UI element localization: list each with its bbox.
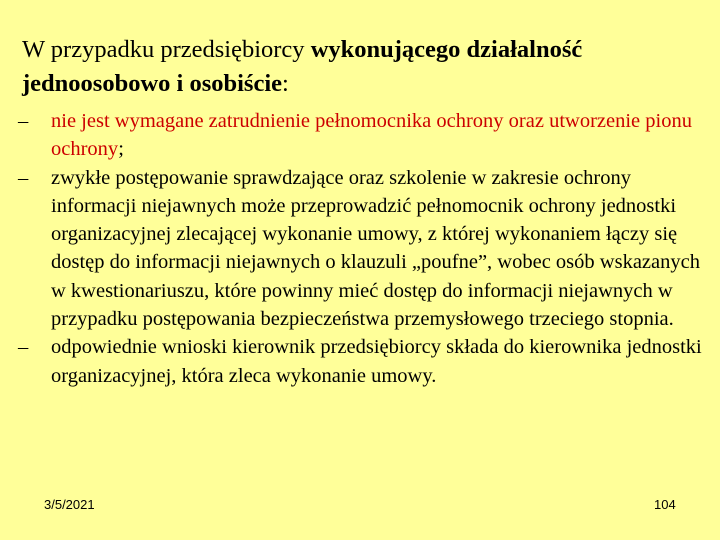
dash-marker: –	[18, 110, 29, 132]
bullet-item-vetting-procedure	[18, 164, 708, 334]
page-number: 104	[654, 497, 676, 512]
title-intro: W przypadku przedsiębiorcy	[22, 36, 311, 63]
dash-marker: –	[18, 166, 29, 189]
bullet-item-no-representative	[18, 107, 708, 164]
bullet-text: zwykłe postępowanie sprawdzające oraz szkolenie w zakresie ochrony informacji niejawnych może przeprowadzić pełnomocnik ochrony jednostki organizacyjnej zlecającej wykonanie umowy, z której wykonaniem łączy się dostęp do informacji niejawnych o klauzuli „poufne”, wobec osób wskazanych w kwestionariuszu, które powinny mieć dostęp do informacji niejawnych w przypadku postępowania bezpieczeństwa przemysłowego trzeciego stopnia.	[51, 166, 700, 331]
bullet-list	[18, 107, 708, 390]
bullet-text: odpowiednie wnioski kierownik przedsiębiorcy składa do kierownika jednostki organizacyjnej, która zleca wykonanie umowy.	[51, 336, 702, 387]
title-emphasis: wykonującego działalność jednoosobowo i osobiście	[22, 36, 583, 97]
bullet-item-applications	[18, 333, 708, 390]
footer-date: 3/5/2021	[44, 497, 95, 512]
bullet-text-tail: ;	[118, 138, 124, 161]
bullet-text-highlight: nie jest wymagane zatrudnienie pełnomocnika ochrony oraz utworzenie pionu ochrony	[51, 110, 692, 161]
slide-title	[22, 33, 702, 101]
title-colon: :	[282, 70, 289, 97]
dash-marker: –	[18, 336, 29, 359]
